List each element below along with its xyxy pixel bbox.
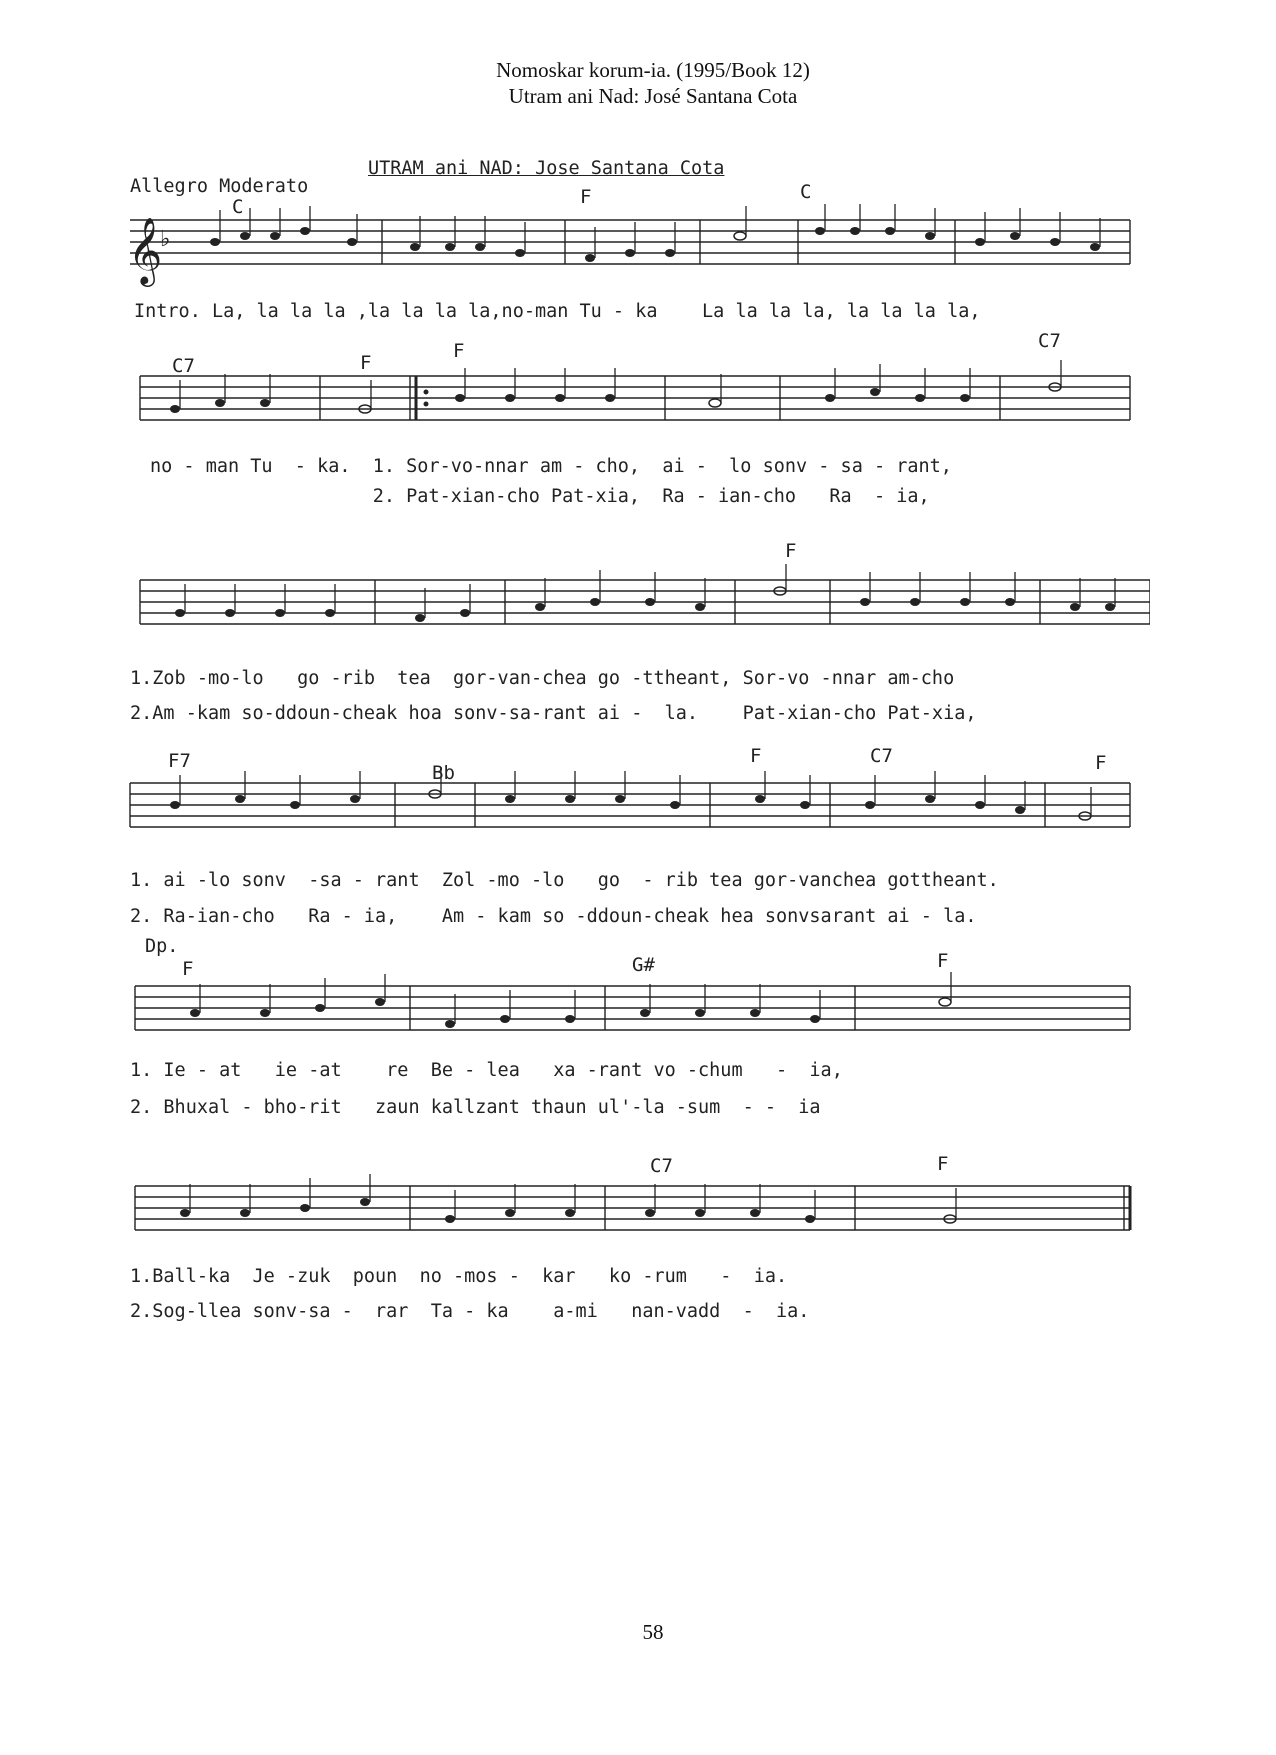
- chord-symbol: F: [360, 352, 372, 374]
- chord-symbol: F: [453, 340, 465, 362]
- lyrics-line: 2.Am -kam so-ddoun-cheak hoa sonv-sa-rant ai - la. Pat-xian-cho Pat-xia,: [130, 703, 977, 724]
- chord-symbol: C: [800, 181, 812, 203]
- chord-symbol: Bb: [432, 762, 455, 784]
- chord-symbol: F: [580, 186, 592, 208]
- chord-symbol: F: [750, 745, 762, 767]
- chord-symbol: F: [937, 950, 949, 972]
- music-staff: [120, 202, 1150, 292]
- chord-symbol: F: [1095, 752, 1107, 774]
- page-header-line-1: Nomoskar korum-ia. (1995/Book 12): [496, 58, 810, 82]
- chord-symbol: G#: [632, 954, 655, 976]
- lyrics-line: Intro. La, la la la ,la la la la,no-man Tu - ka La la la la, la la la la,: [134, 301, 981, 322]
- page-header-line-2: Utram ani Nad: José Santana Cota: [508, 84, 798, 108]
- chord-symbol: F: [182, 958, 194, 980]
- lyrics-line: 2. Bhuxal - bho-rit zaun kallzant thaun ul'-la -sum - - ia: [130, 1097, 821, 1118]
- chord-symbol: C7: [650, 1155, 673, 1177]
- music-staff: [120, 562, 1150, 652]
- music-staff: [120, 765, 1150, 855]
- svg-text:𝄞: 𝄞: [128, 216, 163, 284]
- lyrics-line: 1. ai -lo sonv -sa - rant Zol -mo -lo go - rib tea gor-vanchea gottheant.: [130, 870, 999, 891]
- inner-title: UTRAM ani NAD: Jose Santana Cota: [368, 158, 725, 179]
- section-prefix: Dp.: [145, 936, 179, 957]
- lyrics-line: 2.Sog-llea sonv-sa - rar Ta - ka a-mi nan-vadd - ia.: [130, 1301, 810, 1322]
- page-number: 58: [642, 1620, 664, 1644]
- music-staff: [120, 968, 1150, 1058]
- tempo-marking: Allegro Moderato: [130, 176, 309, 197]
- lyrics-line: 1. Ie - at ie -at re Be - lea xa -rant vo -chum - ia,: [130, 1060, 843, 1081]
- lyrics-line: 2. Pat-xian-cho Pat-xia, Ra - ian-cho Ra - ia,: [150, 486, 930, 507]
- lyrics-line: 2. Ra-ian-cho Ra - ia, Am - kam so -ddoun-cheak hea sonvsarant ai - la.: [130, 906, 977, 927]
- lyrics-line: 1.Ball-ka Je -zuk poun no -mos - kar ko -rum - ia.: [130, 1266, 788, 1287]
- chord-symbol: F: [937, 1153, 949, 1175]
- music-staff: [120, 358, 1150, 448]
- chord-symbol: F: [785, 540, 797, 562]
- chord-symbol: C7: [870, 745, 893, 767]
- lyrics-line: no - man Tu - ka. 1. Sor-vo-nnar am - cho, ai - lo sonv - sa - rant,: [150, 456, 952, 477]
- chord-symbol: C7: [172, 355, 195, 377]
- music-staff: [120, 1168, 1150, 1258]
- chord-symbol: C7: [1038, 330, 1061, 352]
- chord-symbol: F7: [168, 750, 191, 772]
- chord-symbol: C: [232, 196, 244, 218]
- lyrics-line: 1.Zob -mo-lo go -rib tea gor-van-chea go -ttheant, Sor-vo -nnar am-cho: [130, 668, 955, 689]
- svg-text:♭: ♭: [160, 227, 171, 252]
